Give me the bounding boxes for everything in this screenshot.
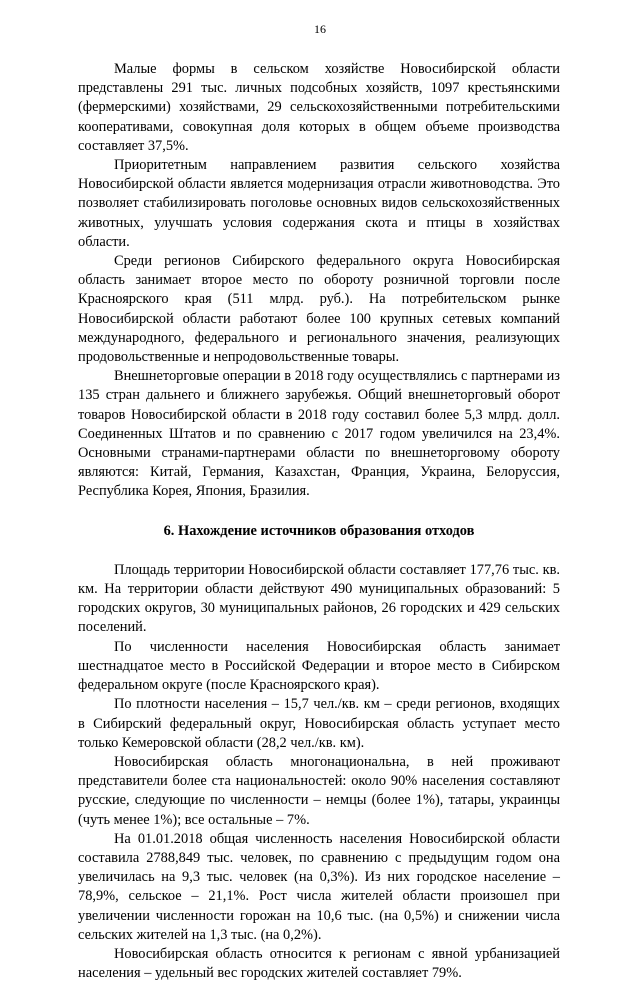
page-body: [78, 60, 560, 983]
section-heading: 6. Нахождение источников образования отходов: [163, 522, 475, 539]
paragraph: Площадь территории Новосибирской области составляет 177,76 тыс. кв. км. На территории области действуют 490 муниципальных образований: 5 городских округов, 30 муниципальных районов, 26 городских и 429 сельских поселений.: [78, 561, 560, 636]
paragraph: Новосибирская область многонациональна, в ней проживают представители более ста национальностей: около 90% населения составляют русские, следующие по численности – немцы (более 1%), татары, украинцы (чуть менее 1%); все остальные – 7%.: [78, 753, 560, 828]
paragraph: Приоритетным направлением развития сельского хозяйства Новосибирской области является модернизация отрасли животноводства. Это позволяет стабилизировать поголовье основных видов сельскохозяйственных животных, улучшать условия содержания скота и птицы в хозяйствах области.: [78, 157, 560, 250]
page-number: 16: [314, 22, 326, 36]
paragraph: По плотности населения – 15,7 чел./кв. км – среди регионов, входящих в Сибирский федеральный округ, Новосибирская область уступает место только Кемеровской области (28,2 чел./кв. км).: [78, 696, 560, 751]
paragraph: Малые формы в сельском хозяйстве Новосибирской области представлены 291 тыс. личных подсобных хозяйств, 1097 крестьянскими (фермерскими) хозяйствами, 29 сельскохозяйственными потребительскими кооперативами, совокупная доля которых в общем объеме производства составляет 37,5%.: [78, 61, 560, 154]
paragraph: На 01.01.2018 общая численность населения Новосибирской области составила 2788,849 тыс. человек, по сравнению с предыдущим годом она увеличилась на 9,3 тыс. человек (на 0,3%). Из них городское население – 78,9%, сельское – 21,1%. Рост числа жителей области произошел при увеличении численности горожан на 10,6 тыс. (на 0,5%) и снижении числа сельских жителей на 1,3 тыс. (на 0,2%).: [78, 830, 560, 943]
paragraph: Среди регионов Сибирского федерального округа Новосибирская область занимает второе место по обороту розничной торговли после Красноярского края (511 млрд. руб.). На потребительском рынке Новосибирской области работают более 100 крупных сетевых компаний международного, федерального и регионального значения, реализующих продовольственные и непродовольственные товары.: [78, 253, 560, 366]
paragraph: Новосибирская область относится к регионам с явной урбанизацией населения – удельный вес городских жителей составляет 79%.: [78, 945, 560, 982]
paragraph: По численности населения Новосибирская область занимает шестнадцатое место в Российской Федерации и второе место в Сибирском федеральном округе (после Красноярского края).: [78, 638, 560, 694]
paragraph: Внешнеторговые операции в 2018 году осуществлялись с партнерами из 135 стран дальнего и ближнего зарубежья. Общий внешнеторговый оборот товаров Новосибирской области в 2018 году составил более 5,3 млрд. долл. Соединенных Штатов и по сравнению с 2017 годом увеличился на 23,4%. Основными странами-партнерами области по внешнеторговому обороту являются: Китай, Германия, Казахстан, Франция, Украина, Белоруссия, Республика Корея, Япония, Бразилия.: [78, 368, 560, 500]
